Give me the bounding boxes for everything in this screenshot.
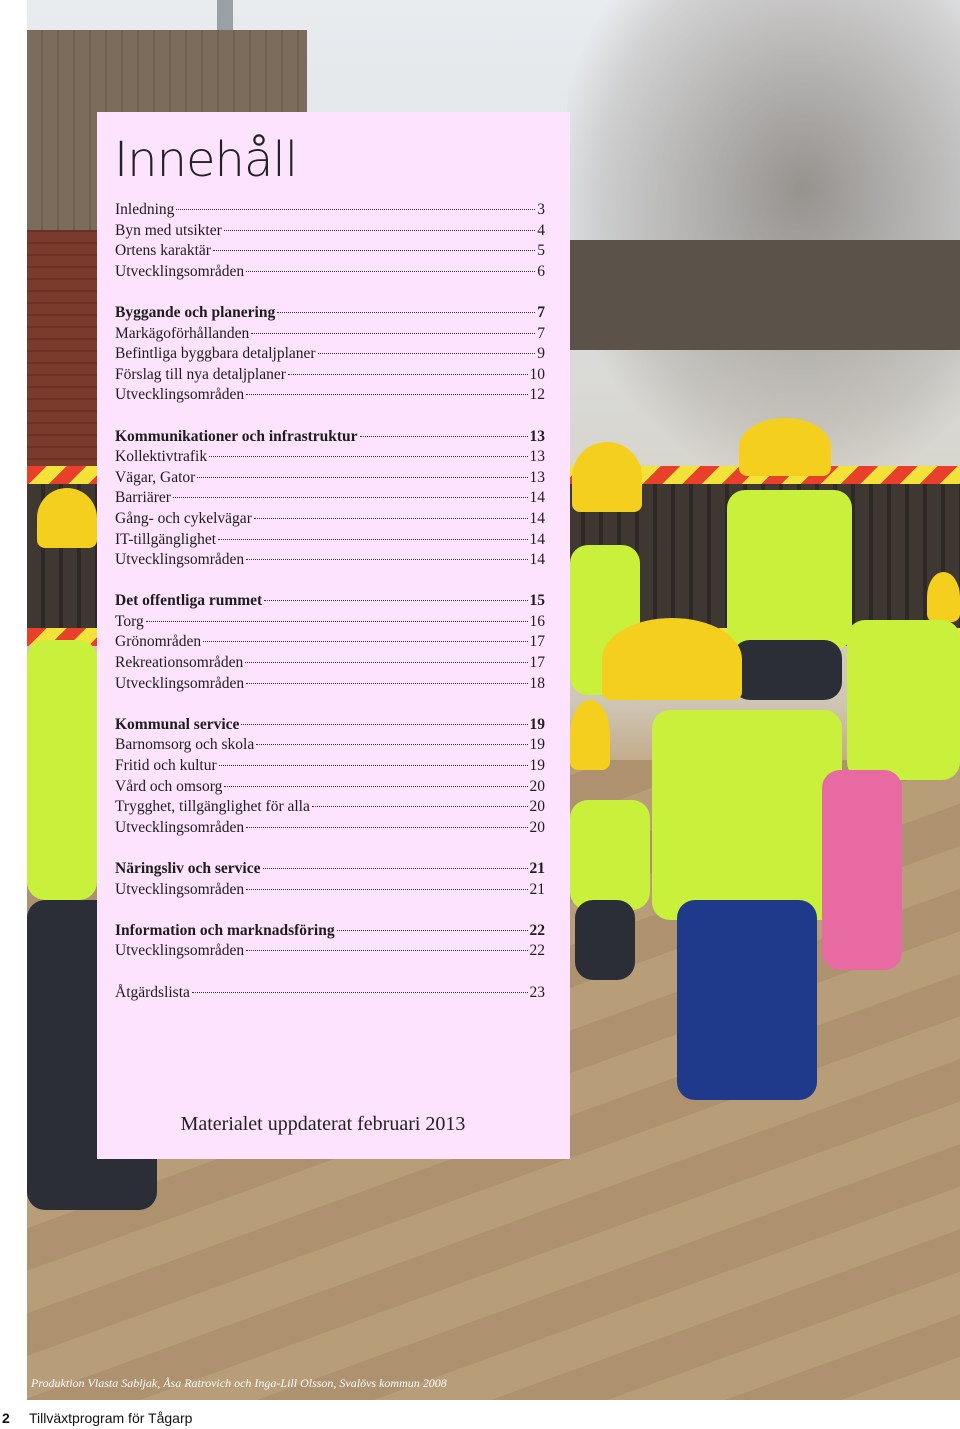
- toc-entry-label: Grönområden: [115, 633, 202, 651]
- toc-entry[interactable]: [115, 653, 545, 674]
- toc-leader-dots: [246, 271, 535, 272]
- toc-entry-label: Utvecklingsområden: [115, 386, 245, 404]
- toc-leader-dots: [218, 539, 527, 540]
- photo-credit: Produktion Vlasta Sabljak, Åsa Ratrovich och Inga-Lill Olsson, Svalövs kommun 2008: [31, 1376, 447, 1390]
- toc-entry-page: 18: [529, 674, 545, 692]
- toc-entry-page: 21: [529, 860, 545, 877]
- toc-leader-dots: [192, 992, 528, 993]
- toc-entry-label: Trygghet, tillgänglighet för alla: [115, 798, 310, 816]
- toc-entry-page: 23: [529, 983, 545, 1001]
- toc-entry-page: 16: [529, 612, 545, 630]
- toc-leader-dots: [224, 230, 535, 231]
- helmet: [739, 418, 831, 476]
- toc-entry[interactable]: [115, 221, 545, 242]
- table-of-contents: [115, 200, 545, 1003]
- toc-entry-page: 19: [529, 736, 545, 754]
- toc-leader-dots: [209, 456, 527, 457]
- toc-leader-dots: [203, 641, 527, 642]
- toc-entry-label: Det offentliga rummet: [115, 592, 263, 610]
- toc-panel: [97, 112, 570, 1159]
- toc-leader-dots: [263, 868, 528, 869]
- update-note: Materialet uppdaterat februari 2013: [180, 1113, 466, 1135]
- toc-entry[interactable]: [115, 756, 545, 777]
- toc-entry-label: Inledning: [115, 201, 175, 218]
- toc-entry-page: 7: [537, 324, 545, 342]
- page-footer: [0, 1407, 960, 1429]
- toc-leader-dots: [254, 518, 528, 519]
- toc-entry-page: 14: [529, 530, 545, 548]
- toc-entry[interactable]: [115, 797, 545, 818]
- toc-entry-page: 14: [529, 509, 545, 527]
- toc-leader-dots: [246, 394, 527, 395]
- toc-leader-dots: [360, 436, 528, 437]
- toc-entry[interactable]: [115, 427, 545, 448]
- document-title: Tillväxtprogram för Tågarp: [29, 1410, 193, 1426]
- toc-leader-dots: [246, 827, 527, 828]
- toc-entry-page: 9: [537, 345, 545, 363]
- toc-entry[interactable]: [115, 983, 545, 1004]
- toc-entry-page: 17: [529, 633, 545, 651]
- toc-entry-label: IT-tillgänglighet: [115, 530, 217, 548]
- toc-entry[interactable]: [115, 735, 545, 756]
- toc-entry[interactable]: [115, 674, 545, 695]
- toc-leader-dots: [256, 744, 527, 745]
- toc-leader-dots: [312, 806, 528, 807]
- toc-entry-label: Gång- och cykelvägar: [115, 509, 252, 527]
- toc-entry[interactable]: [115, 530, 545, 551]
- toc-entry[interactable]: [115, 344, 545, 365]
- toc-entry[interactable]: [115, 200, 545, 221]
- toc-entry-page: 4: [537, 221, 545, 239]
- child-vest: [27, 640, 97, 900]
- child-vest: [570, 800, 650, 910]
- toc-entry-page: 13: [529, 427, 545, 445]
- toc-entry-label: Barnomsorg och skola: [115, 736, 255, 754]
- toc-entry-page: 6: [537, 262, 545, 280]
- toc-entry[interactable]: [115, 880, 545, 901]
- child-body: [677, 900, 817, 1100]
- toc-entry-page: 5: [537, 242, 545, 260]
- toc-leader-dots: [213, 250, 535, 251]
- toc-entry[interactable]: [115, 488, 545, 509]
- toc-entry[interactable]: [115, 447, 545, 468]
- toc-entry-label: Kommunal service: [115, 715, 240, 733]
- toc-entry-label: Fritid och kultur: [115, 757, 217, 775]
- toc-entry[interactable]: [115, 385, 545, 406]
- toc-entry-label: Byggande och planering: [115, 303, 276, 321]
- toc-leader-dots: [176, 209, 535, 210]
- toc-entry-label: Förslag till nya detaljplaner: [115, 365, 286, 383]
- toc-entry-label: Utvecklingsområden: [115, 880, 245, 898]
- toc-leader-dots: [318, 353, 536, 354]
- child-body: [732, 640, 842, 700]
- toc-entry[interactable]: [115, 241, 545, 262]
- toc-entry-page: 19: [529, 715, 545, 733]
- toc-entry-label: Åtgärdslista: [115, 983, 190, 1001]
- toc-entry-page: 20: [529, 798, 545, 816]
- toc-entry-label: Markägoförhållanden: [115, 324, 250, 342]
- toc-leader-dots: [246, 889, 527, 890]
- toc-entry-label: Utvecklingsområden: [115, 942, 245, 960]
- toc-entry-label: Utvecklingsområden: [115, 674, 245, 692]
- helmet: [37, 488, 97, 548]
- child-body: [575, 900, 635, 980]
- toc-entry[interactable]: [115, 632, 545, 653]
- toc-entry-page: 22: [529, 921, 545, 939]
- toc-entry-label: Kommunikationer och infrastruktur: [115, 427, 358, 445]
- toc-leader-dots: [251, 333, 535, 334]
- toc-entry-page: 7: [537, 303, 545, 321]
- toc-leader-dots: [288, 374, 528, 375]
- page-title: Innehåll: [114, 132, 298, 188]
- toc-entry-label: Ortens karaktär: [115, 242, 211, 260]
- toc-leader-dots: [246, 559, 527, 560]
- toc-entry[interactable]: [115, 365, 545, 386]
- toc-leader-dots: [246, 683, 527, 684]
- toc-entry[interactable]: [115, 777, 545, 798]
- toc-leader-dots: [219, 765, 528, 766]
- toc-entry-label: Befintliga byggbara detaljplaner: [115, 345, 316, 363]
- toc-entry[interactable]: [115, 303, 545, 324]
- toc-entry-page: 3: [537, 201, 545, 218]
- toc-entry[interactable]: [115, 921, 545, 942]
- toc-entry-label: Vägar, Gator: [115, 468, 196, 486]
- toc-entry-page: 13: [529, 468, 545, 486]
- toc-entry-page: 10: [529, 365, 545, 383]
- helmet: [602, 618, 742, 700]
- child-vest: [847, 620, 960, 780]
- toc-leader-dots: [337, 930, 528, 931]
- toc-entry[interactable]: [115, 612, 545, 633]
- toc-entry[interactable]: [115, 859, 545, 880]
- child-body: [822, 770, 902, 970]
- child-vest: [652, 710, 842, 920]
- toc-entry-label: Vård och omsorg: [115, 777, 223, 795]
- toc-entry-page: 22: [529, 942, 545, 960]
- toc-entry-label: Byn med utsikter: [115, 221, 222, 239]
- toc-entry-page: 20: [529, 777, 545, 795]
- toc-entry-page: 19: [529, 757, 545, 775]
- toc-entry-label: Utvecklingsområden: [115, 818, 245, 836]
- toc-entry[interactable]: [115, 715, 545, 736]
- toc-entry-page: 17: [529, 654, 545, 672]
- toc-leader-dots: [224, 786, 527, 787]
- toc-entry-label: Kollektivtrafik: [115, 448, 208, 466]
- toc-entry-label: Information och marknadsföring: [115, 921, 335, 939]
- toc-entry-page: 12: [529, 386, 545, 404]
- toc-entry-page: 21: [529, 880, 545, 898]
- toc-leader-dots: [173, 497, 528, 498]
- toc-entry-label: Rekreationsområden: [115, 654, 244, 672]
- toc-entry-label: Torg: [115, 612, 144, 630]
- toc-entry[interactable]: [115, 550, 545, 571]
- toc-leader-dots: [264, 600, 527, 601]
- toc-entry-page: 15: [529, 592, 545, 610]
- toc-entry[interactable]: [115, 941, 545, 962]
- helmet: [572, 442, 642, 512]
- toc-leader-dots: [241, 724, 527, 725]
- toc-leader-dots: [146, 621, 528, 622]
- bridge: [567, 240, 960, 350]
- toc-entry[interactable]: [115, 468, 545, 489]
- toc-leader-dots: [246, 950, 527, 951]
- toc-entry-page: 20: [529, 818, 545, 836]
- child-vest: [727, 490, 852, 650]
- toc-entry-label: Barriärer: [115, 489, 171, 507]
- helmet: [570, 700, 610, 770]
- toc-entry-label: Näringsliv och service: [115, 860, 261, 877]
- toc-leader-dots: [245, 662, 527, 663]
- toc-entry[interactable]: [115, 262, 545, 283]
- page-number: 2: [2, 1410, 10, 1426]
- tree: [567, 0, 960, 470]
- toc-entry-label: Utvecklingsområden: [115, 551, 245, 569]
- toc-entry-page: 14: [529, 489, 545, 507]
- helmet: [927, 572, 960, 622]
- toc-entry[interactable]: [115, 591, 545, 612]
- toc-entry-page: 14: [529, 551, 545, 569]
- toc-entry[interactable]: [115, 509, 545, 530]
- toc-entry[interactable]: [115, 818, 545, 839]
- toc-entry-label: Utvecklingsområden: [115, 262, 245, 280]
- toc-entry-page: 13: [529, 448, 545, 466]
- toc-entry[interactable]: [115, 324, 545, 345]
- toc-leader-dots: [277, 312, 535, 313]
- toc-leader-dots: [197, 477, 527, 478]
